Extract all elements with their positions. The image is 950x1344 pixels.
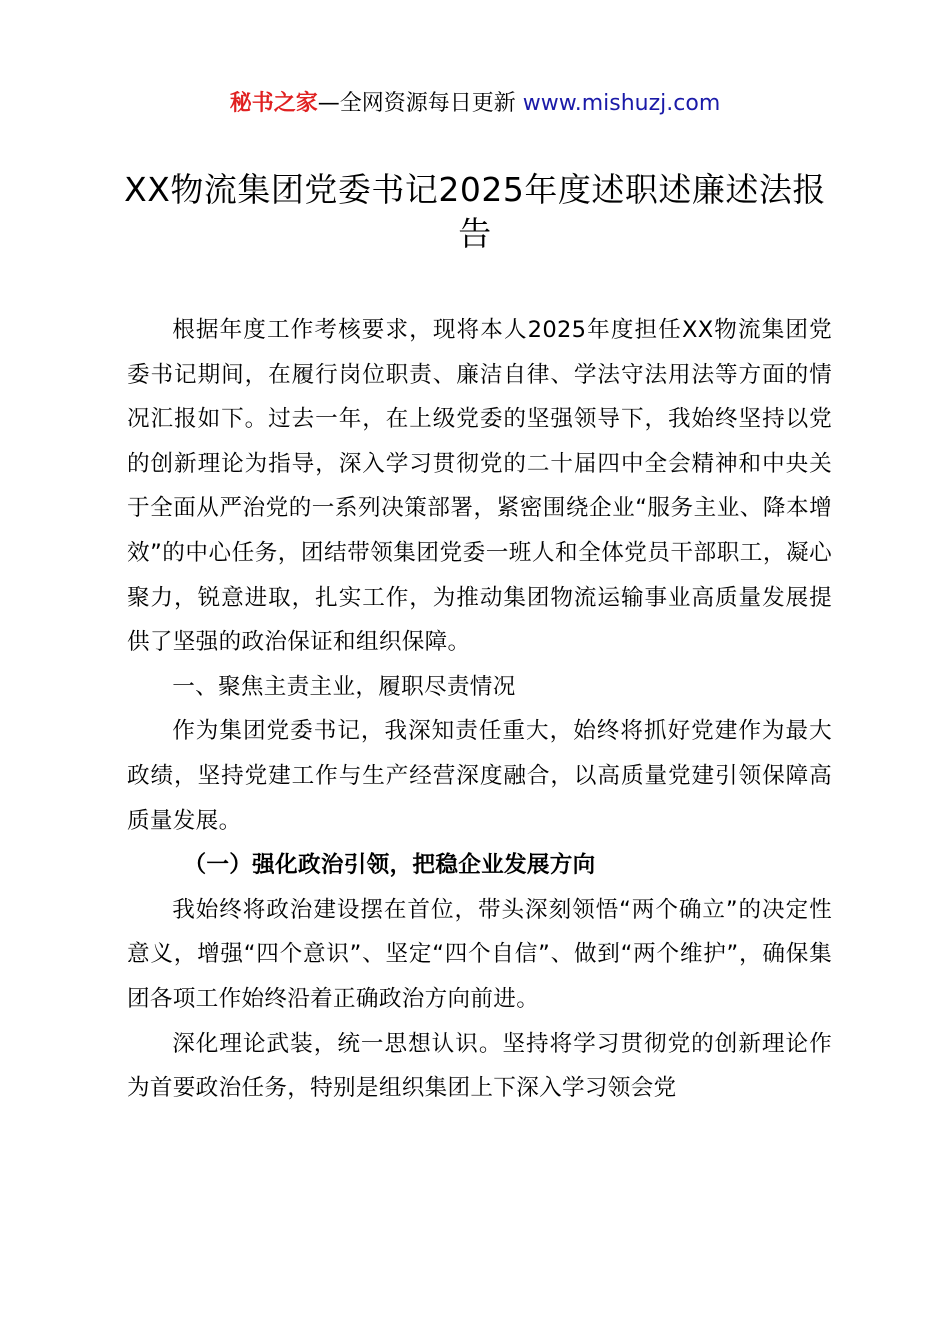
document-body [127,308,832,1111]
section-heading-1: 一、聚焦主责主业，履职尽责情况 [172,673,516,700]
header-tagline: —全网资源每日更新 [317,91,523,116]
section-1-paragraph: 作为集团党委书记，我深知责任重大，始终将抓好党建作为最大政绩，坚持党建工作与生产经营深度融合，以高质量党建引领保障高质量发展。 [127,718,832,834]
subsection-1-paragraph: 我始终将政治建设摆在首位，带头深刻领悟“两个确立”的决定性意义，增强“四个意识”、坚定“四个自信”、做到“两个维护”，确保集团各项工作始终沿着正确政治方向前进。 [127,896,832,1012]
site-url-link[interactable]: www.mishuzj.com [522,91,721,116]
subsection-heading-1: （一）强化政治引领，把稳企业发展方向 [183,852,596,879]
brand-name: 秘书之家 [229,91,318,116]
site-header [0,88,950,120]
document-title: XX物流集团党委书记2025年度述职述廉述法报告 [124,170,826,253]
subsection-1-paragraph-2: 深化理论武装，统一思想认识。坚持将学习贯彻党的创新理论作为首要政治任务，特别是组织集团上下深入学习领会党 [127,1030,832,1102]
intro-paragraph: 根据年度工作考核要求，现将本人2025年度担任XX物流集团党委书记期间，在履行岗位职责、廉洁自律、学法守法用法等方面的情况汇报如下。过去一年，在上级党委的坚强领导下，我始终坚持以党的创新理论为指导，深入学习贯彻党的二十届四中全会精神和中央关于全面从严治党的一系列决策部署，紧密围绕企业“服务主业、降本增效”的中心任务，团结带领集团党委一班人和全体党员干部职工，凝心聚力，锐意进取，扎实工作，为推动集团物流运输事业高质量发展提供了坚强的政治保证和组织保障。 [127,317,832,656]
